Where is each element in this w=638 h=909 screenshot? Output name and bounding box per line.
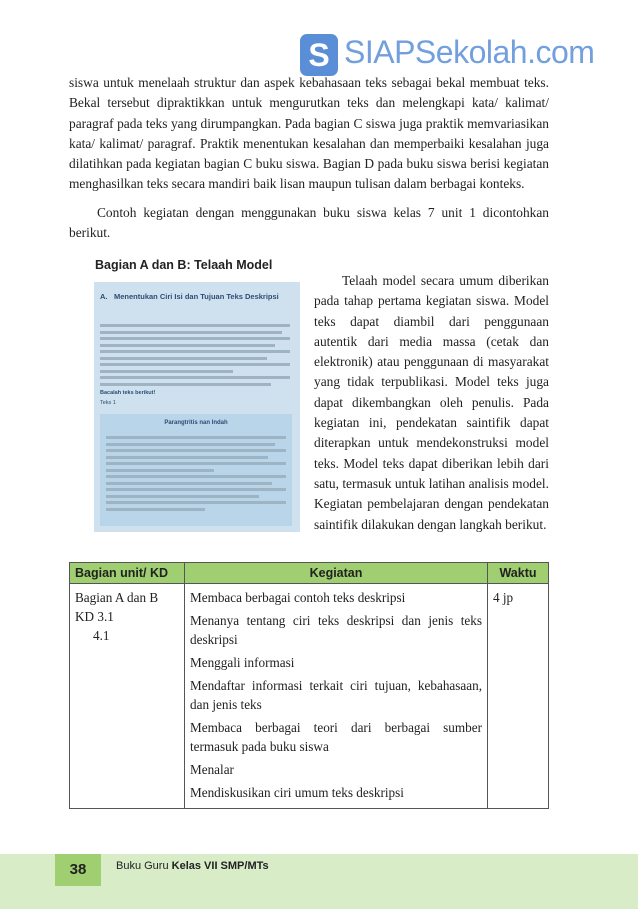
footer-book-title (116, 860, 269, 872)
unit-line: 4.1 (93, 628, 110, 643)
table-row (70, 584, 549, 809)
telaah-model-text: Telaah model secara umum diberikan pada tahap pertama kegiatan siswa. Model teks dapat diambil dari penggunaan autentik dari media massa (cetak dan elektronik) atau penggunaan di masyarakat yang tidak terpublikasi. Model teks juga dapat dikembangkan oleh penulis. Pada kegiatan ini, pendekatan saintifik dapat diterapkan untuk mendekonstruksi model teks. Model teks dapat diberikan lebih dari satu, termasuk untuk latihan analisis model. Kegiatan pembelajaran dengan pendekatan saintifik dilakukan dengan langkah berikut. (314, 273, 549, 532)
cell-activities (185, 584, 488, 809)
watermark-logo-badge: S (300, 34, 338, 76)
cell-time: 4 jp (488, 584, 549, 809)
telaah-model-description (314, 271, 549, 535)
thumbnail-label-1: Bacalah teks berikut! (100, 390, 156, 396)
unit-line: KD 3.1 (75, 609, 114, 624)
activity-item: Menggali informasi (190, 655, 295, 670)
thumbnail-heading (100, 292, 279, 302)
paragraph-1: siswa untuk menelaah struktur dan aspek kebahasaan teks sebagai bekal membuat teks. Bekal tersebut dipraktikkan untuk mengurutkan teks dan melengkapi kata/ kalimat/ paragraf pada teks yang dirumpangkan. Pada bagian C siswa juga praktik memvariasikan kata/ kalimat/ paragraf. Praktik menentukan kesalahan dan memperbaiki kesalahan juga dilatihkan pada kegiatan bagian C buku siswa. Bagian D pada buku siswa berisi kegiatan menghasilkan teks secara mandiri baik lisan maupun tulisan dalam berbagai konteks. (69, 75, 549, 192)
book-page-thumbnail (94, 282, 300, 532)
thumbnail-reading-box (100, 414, 292, 526)
header-unit: Bagian unit/ KD (70, 563, 185, 584)
unit-line: Bagian A dan B (75, 590, 159, 605)
thumbnail-title: Menentukan Ciri Isi dan Tujuan Teks Deskripsi (114, 292, 279, 301)
activity-item: Membaca berbagai teori dari berbagai sumber termasuk pada buku siswa (190, 720, 482, 754)
activity-item: Membaca berbagai contoh teks deskripsi (190, 590, 406, 605)
thumbnail-label-2: Teks 1 (100, 400, 116, 406)
section-heading: Bagian A dan B: Telaah Model (95, 258, 273, 272)
activity-item: Mendaftar informasi terkait ciri tujuan, kebahasaan, dan jenis teks (190, 678, 482, 712)
activity-item: Menanya tentang ciri teks deskripsi dan jenis teks deskripsi (190, 613, 482, 647)
watermark-text: SIAPSekolah.com (344, 34, 595, 70)
thumbnail-text-lines (100, 324, 290, 389)
page-number: 38 (69, 861, 87, 878)
table-header-row (70, 563, 549, 584)
activity-table (69, 562, 549, 809)
thumbnail-box-title: Parangtritis nan Indah (164, 420, 228, 426)
activity-item: Menalar (190, 762, 234, 777)
activity-item: Mendiskusikan ciri umum teks deskripsi (190, 785, 404, 800)
paragraph-2: Contoh kegiatan dengan menggunakan buku siswa kelas 7 unit 1 dicontohkan berikut. (69, 205, 549, 241)
cell-unit (70, 584, 185, 809)
thumbnail-letter: A. (100, 292, 108, 301)
header-activity: Kegiatan (185, 563, 488, 584)
footer-bold: Kelas VII SMP/MTs (171, 860, 269, 872)
header-time: Waktu (488, 563, 549, 584)
footer-prefix: Buku Guru (116, 860, 172, 872)
